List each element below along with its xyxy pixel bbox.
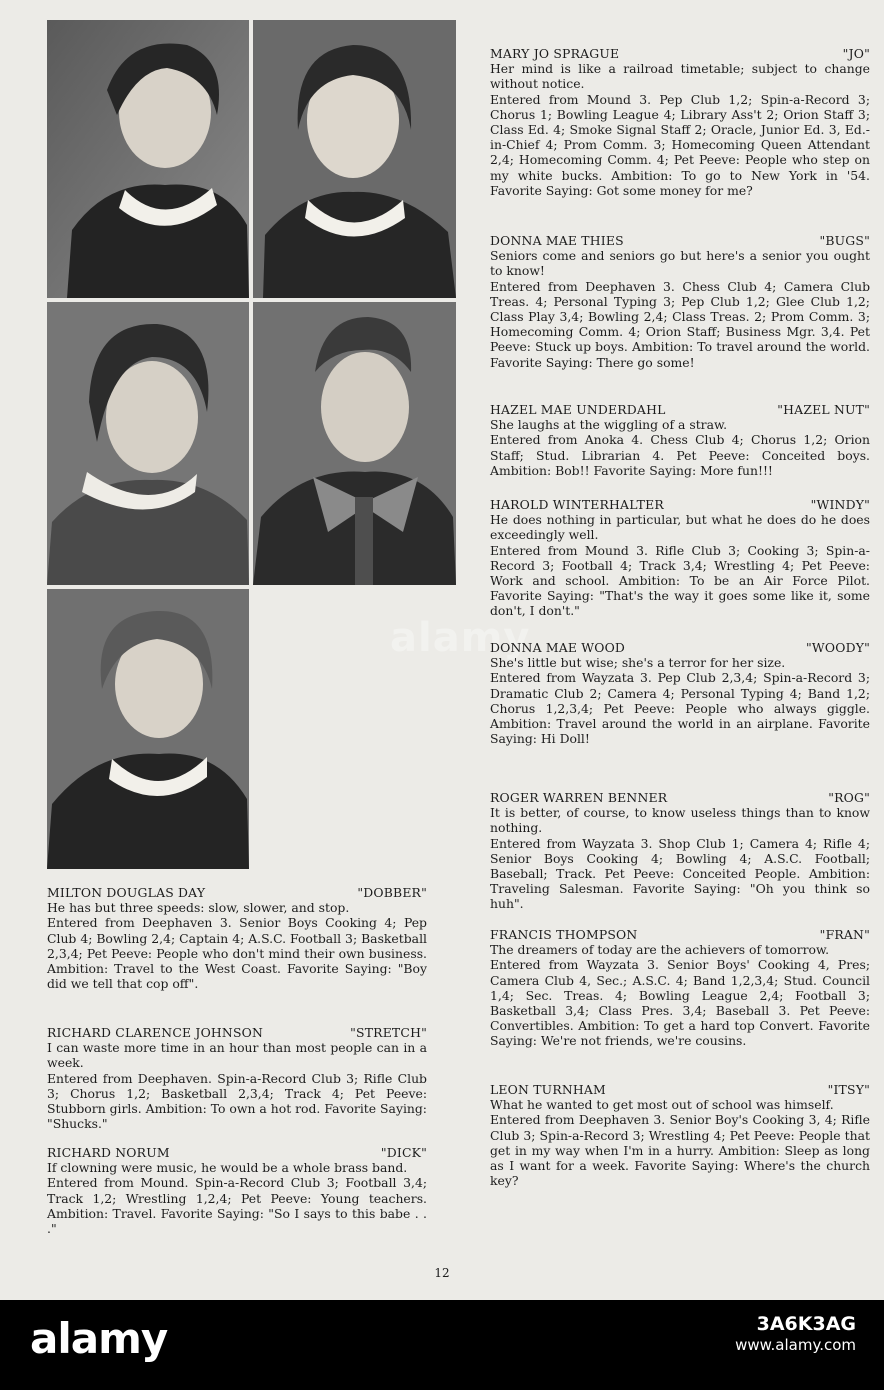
student-nickname: "HAZEL NUT" [777, 402, 870, 417]
student-activities: Entered from Mound. Spin-a-Record Club 3; Football 3,4; Track 1,2; Wrestling 1,2,4; Pet Peeve: Young teachers. Ambition: Travel. Favorite Saying: "So I says to this babe . . ." [47, 1175, 427, 1237]
student-entry [47, 1025, 427, 1131]
student-quote: Her mind is like a railroad timetable; subject to change without notice. [490, 61, 870, 92]
student-name: DONNA MAE THIES [490, 233, 624, 248]
student-entry [490, 402, 870, 478]
student-quote: If clowning were music, he would be a whole brass band. [47, 1160, 408, 1176]
student-activities: Entered from Deephaven 3. Senior Boys Cooking 4; Pep Club 4; Bowling 2,4; Captain 4; A.S.C. Football 3; Basketball 2,3,4; Pet Peeve: People who don't mind their own business. Ambition: Travel to the West Coast. Favorite Saying: "Boy did we tell that cop off". [47, 915, 427, 992]
student-quote: The dreamers of today are the achievers of tomorrow. [490, 942, 830, 958]
student-name: FRANCIS THOMPSON [490, 927, 638, 942]
student-entry [490, 233, 870, 370]
student-entry [47, 1145, 427, 1236]
site-url: www.alamy.com [735, 1336, 856, 1354]
student-nickname: "STRETCH" [350, 1025, 427, 1040]
student-name: HAROLD WINTERHALTER [490, 497, 664, 512]
student-activities: Entered from Mound 3. Rifle Club 3; Cooking 3; Spin-a-Record 3; Football 4; Track 3,4; Wrestling 4; Pet Peeve: Work and school. Ambition: To be an Air Force Pilot. Favorite Saying: "That's the way it goes some like it, some don't, I don't." [490, 542, 870, 619]
watermark: alamy [390, 615, 531, 661]
student-name: LEON TURNHAM [490, 1082, 606, 1097]
image-id: 3A6K3AG [756, 1313, 856, 1335]
portrait-photo [253, 302, 456, 585]
student-name: MARY JO SPRAGUE [490, 46, 620, 61]
student-entry [490, 640, 870, 746]
stock-footer [0, 1300, 884, 1390]
student-name: RICHARD NORUM [47, 1145, 170, 1160]
student-activities: Entered from Mound 3. Pep Club 1,2; Spin-a-Record 3; Chorus 1; Bowling League 4; Library Ass't 2; Orion Staff 3; Class Ed. 4; Smoke Signal Staff 2; Oracle, Junior Ed. 3, Ed.-in-Chief 4; Prom Comm. 3; Homecoming Queen Attendant 2,4; Homecoming Comm. 4; Pet Peeve: People who step on my white bucks. Ambition: To go to New York in '54. Favorite Saying: Got some money for me? [490, 91, 870, 198]
student-nickname: "DOBBER" [357, 885, 427, 900]
student-activities: Entered from Deephaven. Spin-a-Record Club 3; Rifle Club 3; Chorus 1,2; Basketball 2,3,4; Track 4; Pet Peeve: Stubborn girls. Ambition: To own a hot rod. Favorite Saying: "Shucks." [47, 1070, 427, 1132]
student-quote: He has but three speeds: slow, slower, and stop. [47, 900, 350, 916]
alamy-logo: alamy [30, 1314, 168, 1363]
student-nickname: "ITSY" [827, 1082, 870, 1097]
student-nickname: "BUGS" [819, 233, 870, 248]
student-entry [490, 790, 870, 912]
student-quote: What he wanted to get most out of school was himself. [490, 1097, 834, 1113]
student-quote: It is better, of course, to know useless things than to know nothing. [490, 805, 870, 836]
student-name: MILTON DOUGLAS DAY [47, 885, 206, 900]
student-nickname: "DICK" [380, 1145, 427, 1160]
student-entry [490, 927, 870, 1049]
student-quote: She's little but wise; she's a terror for her size. [490, 655, 786, 671]
portrait-photo [47, 302, 249, 585]
page-number: 12 [434, 1266, 450, 1280]
student-name: RICHARD CLARENCE JOHNSON [47, 1025, 264, 1040]
student-activities: Entered from Deephaven 3. Senior Boy's Cooking 3, 4; Rifle Club 3; Spin-a-Record 3; Wrestling 4; Pet Peeve: People that get in my way when I'm in a hurry. Ambition: Sleep as long as I want for a week. Favorite Saying: Where's the church key? [490, 1112, 870, 1189]
student-quote: I can waste more time in an hour than most people can in a week. [47, 1040, 427, 1071]
student-nickname: "WOODY" [806, 640, 870, 655]
student-quote: Seniors come and seniors go but here's a senior you ought to know! [490, 248, 870, 279]
student-activities: Entered from Anoka 4. Chess Club 4; Chorus 1,2; Orion Staff; Stud. Librarian 4. Pet Peeve: Conceited boys. Ambition: Bob!! Favorite Saying: More fun!!! [490, 432, 870, 478]
student-entry [490, 46, 870, 198]
portrait-photo [47, 589, 249, 869]
student-quote: She laughs at the wiggling of a straw. [490, 417, 728, 433]
student-nickname: "JO" [842, 46, 870, 61]
student-activities: Entered from Wayzata 3. Senior Boys' Cooking 4, Pres; Camera Club 4, Sec.; A.S.C. 4; Band 1,2,3,4; Stud. Council 1,4; Sec. Treas. 4; Bowling League 2,4; Football 3; Basketball 3,4; Class Pres. 3,4; Baseball 3. Pet Peeve: Convertibles. Ambition: To get a hard top Convert. Favorite Saying: We're not friends, we're cousins. [490, 957, 870, 1049]
student-activities: Entered from Wayzata 3. Pep Club 2,3,4; Spin-a-Record 3; Dramatic Club 2; Camera 4; Personal Typing 4; Band 1,2; Chorus 1,2,3,4; Pet Peeve: People who always giggle. Ambition: Travel around the world in an airplane. Favorite Saying: Hi Doll! [490, 670, 870, 747]
portrait-photo [253, 20, 456, 298]
image-reference [735, 1314, 856, 1356]
student-nickname: "FRAN" [819, 927, 870, 942]
student-name: HAZEL MAE UNDERDAHL [490, 402, 666, 417]
student-activities: Entered from Deephaven 3. Chess Club 4; Camera Club Treas. 4; Personal Typing 3; Pep Club 1,2; Glee Club 1,2; Class Play 3,4; Bowling 2,4; Class Treas. 2; Prom Comm. 3; Homecoming Comm. 4; Orion Staff; Business Mgr. 3,4. Pet Peeve: Stuck up boys. Ambition: To travel around the world. Favorite Saying: There go some! [490, 278, 870, 370]
student-entry [47, 885, 427, 991]
student-quote: He does nothing in particular, but what he does do he does exceedingly well. [490, 512, 870, 543]
student-entry [490, 1082, 870, 1188]
student-nickname: "WINDY" [810, 497, 870, 512]
student-activities: Entered from Wayzata 3. Shop Club 1; Camera 4; Rifle 4; Senior Boys Cooking 4; Bowling 4; A.S.C. Football; Baseball; Track. Pet Peeve: Conceited People. Ambition: Traveling Salesman. Favorite Saying: "Oh you think so huh". [490, 835, 870, 912]
student-name: DONNA MAE WOOD [490, 640, 626, 655]
student-entry [490, 497, 870, 619]
student-nickname: "ROG" [828, 790, 870, 805]
portrait-photo [47, 20, 249, 298]
student-name: ROGER WARREN BENNER [490, 790, 668, 805]
